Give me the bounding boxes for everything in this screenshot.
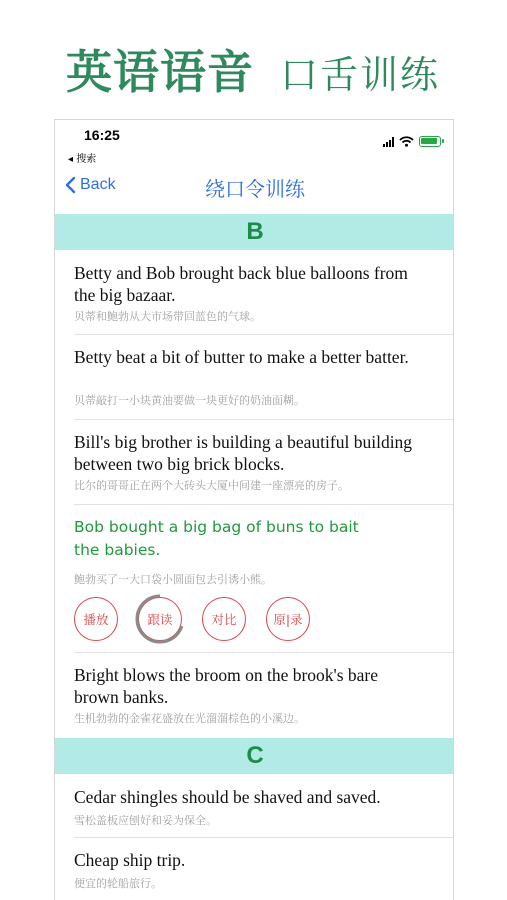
follow-read-button[interactable]: 跟读: [138, 597, 182, 641]
page-title: 绕口令训练: [205, 177, 305, 201]
item-chinese: 生机勃勃的金雀花盛放在光溜溜棕色的小溪边。: [74, 712, 305, 725]
item-english: Bill's big brother is building a beautiful building between two big brick blocks.: [74, 432, 413, 474]
divider: [74, 419, 453, 420]
list-item[interactable]: [55, 841, 454, 900]
item-chinese: 便宜的轮船旅行。: [74, 877, 162, 890]
item-chinese: 鲍勃买了一大口袋小圆面包去引诱小熊。: [74, 573, 272, 586]
item-chinese: 雪松盖板应刨好和妥为保全。: [74, 814, 217, 827]
banner-subtitle: 口舌训练: [280, 53, 441, 97]
play-button[interactable]: 播放: [74, 597, 118, 641]
list-item[interactable]: [55, 254, 454, 334]
back-button[interactable]: [65, 176, 116, 194]
list-item[interactable]: [55, 778, 454, 838]
divider: [74, 504, 453, 505]
battery-charging-icon: [419, 136, 441, 147]
item-english: Betty beat a bit of butter to make a better batter.: [74, 347, 409, 367]
phone-screen: [54, 119, 454, 900]
promo-banner: [0, 0, 507, 118]
banner-title: 英语语音: [66, 45, 254, 99]
item-english: Cheap ship trip.: [74, 850, 186, 870]
back-button-label: Back: [80, 176, 116, 193]
original-record-button[interactable]: 原|录: [266, 597, 310, 641]
section-header-c: C: [55, 738, 454, 774]
divider: [74, 837, 453, 838]
wifi-icon: [399, 136, 414, 147]
status-icons: [383, 136, 441, 147]
divider: [74, 652, 453, 653]
item-chinese: 贝蒂和鲍勃从大市场带回蓝色的气球。: [74, 310, 261, 323]
compare-button[interactable]: 对比: [202, 597, 246, 641]
cellular-signal-icon: [383, 137, 394, 147]
divider: [74, 334, 453, 335]
chevron-left-icon: [65, 176, 76, 194]
list-item[interactable]: [55, 423, 454, 503]
navigation-bar: [55, 164, 454, 214]
list-item[interactable]: [55, 338, 454, 418]
section-header-b: B: [55, 214, 454, 250]
status-time: 16:25: [84, 127, 120, 143]
status-bar: [55, 120, 454, 164]
status-back-to-app[interactable]: ◂ 搜索: [68, 154, 97, 165]
item-english: Bright blows the broom on the brook's bare brown banks.: [74, 665, 379, 707]
item-english: Cedar shingles should be shaved and saved.: [74, 787, 381, 807]
item-english: Betty and Bob brought back blue balloons from the big bazaar.: [74, 263, 408, 305]
list-item[interactable]: [55, 656, 454, 736]
item-chinese: 比尔的哥哥正在两个大砖头大厦中间建一座漂亮的房子。: [74, 479, 349, 492]
item-chinese: 贝蒂敲打一小块黄油要做一块更好的奶油面糊。: [74, 394, 305, 407]
item-english: Bob bought a big bag of buns to bait the babies.: [74, 518, 359, 559]
